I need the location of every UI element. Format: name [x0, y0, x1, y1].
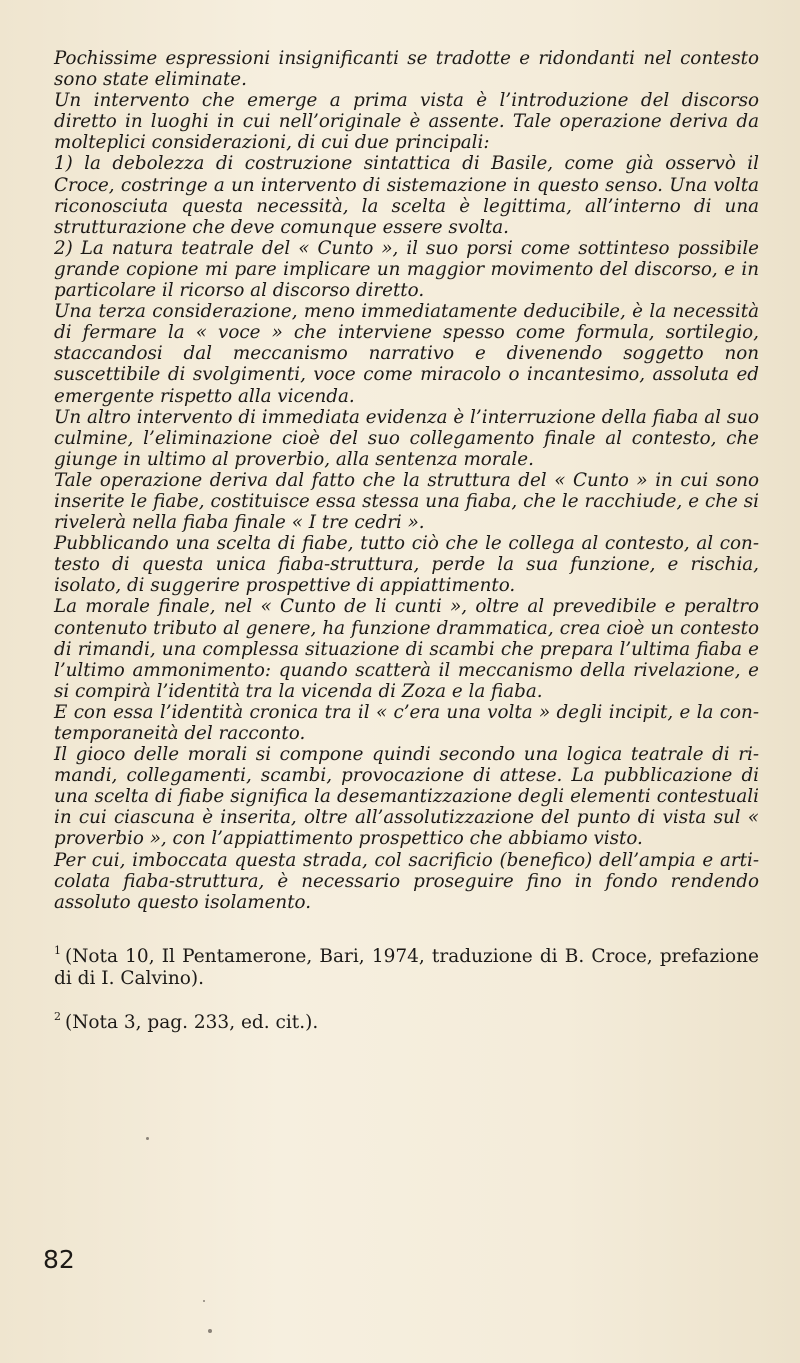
paragraph: Per cui, imboccata questa strada, col sacrificio (benefico) dell’ampia e articolata fiaba-struttura, è necessario proseguire fino in fondo rendendo assoluto questo isolamento. [54, 849, 759, 913]
paragraph: Un intervento che emerge a prima vista è l’introduzione del discorso diretto in luoghi in cui nell’originale è assente. Tale operazione deriva da molteplici considerazioni, di cui due principali: [54, 90, 759, 154]
paragraph: Una terza considerazione, meno immediatamente deducibile, è la necessità di fermare la « voce » che interviene spesso come formula, sortilegio, staccandosi dal meccanismo narrativo e divenendo soggetto non suscettibile di svolgimenti, voce come miracolo o incantesimo, assoluta ed emergente rispetto alla vicenda. [54, 301, 759, 407]
footnote-text: (Nota 3, pag. 233, ed. cit.). [65, 1012, 319, 1033]
paragraph: La morale finale, nel « Cunto de li cunti », oltre al prevedibile e peraltro contenuto tributo al genere, ha funzione drammatica, crea cioè un contesto di rimandi, una complessa situazione di scambi che prepara l’ultima fiaba e l’ultimo ammonimento: quando scatterà il meccanismo della rivelazione, e si compirà l’identità tra la vicenda di Zoza e la fiaba. [54, 596, 759, 702]
footnote-text: (Nota 10, Il Pentamerone, Bari, 1974, traduzione di B. Croce, prefazione di di I. Calvino). [54, 946, 759, 989]
paragraph: 2) La natura teatrale del « Cunto », il suo porsi come sottinteso possibile grande copione mi pare implicare un maggior movimento del discorso, e in particolare il ricorso al discorso diretto. [54, 237, 759, 302]
paragraph: E con essa l’identità cronica tra il « c’era una volta » degli incipit, e la contemporaneità del racconto. [54, 701, 759, 744]
footnote-marker: 2 [54, 1010, 61, 1023]
footnote-1 [54, 940, 759, 990]
paper-speck [203, 1300, 205, 1302]
paragraph: Pubblicando una scelta di fiabe, tutto ciò che le collega al contesto, al contesto di questa unica fiaba-struttura, perde la sua funzione, e rischia, isolato, di suggerire prospettive di appiattimento. [54, 533, 759, 597]
paragraph: Un altro intervento di immediata evidenza è l’interruzione della fiaba al suo culmine, l’eliminazione cioè del suo collegamento finale al contesto, che giunge in ultimo al proverbio, alla sentenza morale. [54, 406, 759, 470]
paper-speck [146, 1137, 149, 1140]
footnote-2 [54, 1006, 759, 1034]
paragraph: Pochissime espressioni insignificanti se tradotte e ridondanti nel contesto sono state eliminate. [54, 48, 759, 91]
main-text [54, 48, 759, 913]
paragraph: Il gioco delle morali si compone quindi secondo una logica teatrale di rimandi, collegamenti, scambi, provocazione di attese. La pubblicazione di una scelta di fiabe significa la desemantizzazione degli elementi contestuali in cui ciascuna è inserita, oltre all’assolutizzazione del punto di vista sul « proverbio », con l’appiattimento prospettico che abbiamo visto. [54, 744, 759, 850]
footnotes [54, 940, 759, 1050]
paragraph: Tale operazione deriva dal fatto che la struttura del « Cunto » in cui sono inserite le fiabe, costituisce essa stessa una fiaba, che le racchiude, e che si rivelerà nella fiaba finale « I tre cedri ». [54, 469, 759, 534]
page-number: 82 [43, 1245, 75, 1274]
paragraph: 1) la debolezza di costruzione sintattica di Basile, come già osservò il Croce, costringe a un intervento di sistemazione in questo senso. Una volta riconosciuta questa necessità, la scelta è legittima, all’interno di una strutturazione che deve comunque essere svolta. [54, 153, 759, 238]
footnote-marker: 1 [54, 944, 61, 957]
paper-speck [208, 1329, 212, 1333]
